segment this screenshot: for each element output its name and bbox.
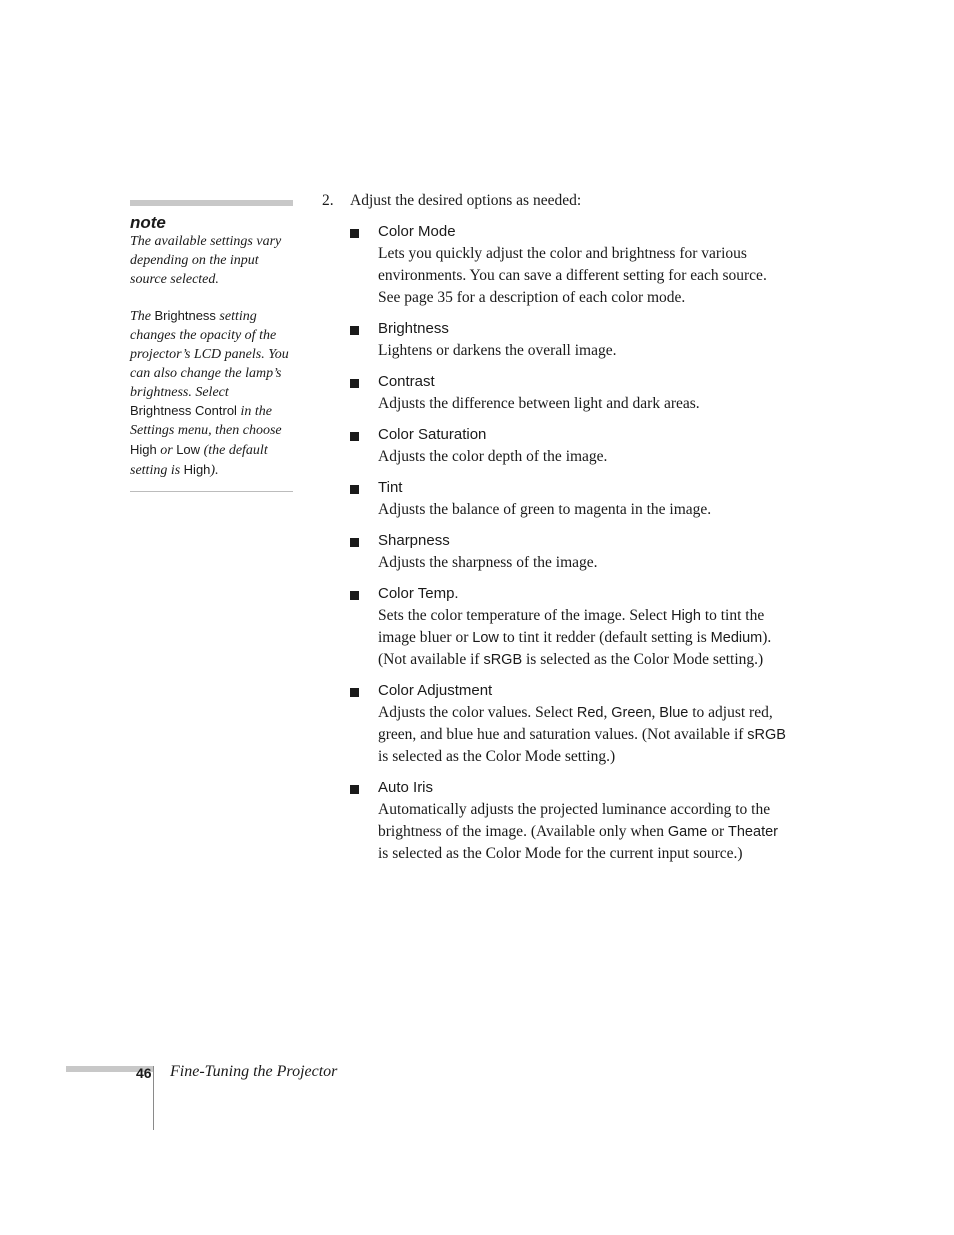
- option-title: Brightness: [378, 320, 449, 337]
- bullet-icon: [350, 785, 359, 794]
- option-color-saturation: [322, 424, 792, 468]
- option-title: Color Temp.: [378, 585, 459, 602]
- option-sharpness: [322, 530, 792, 574]
- ui-term-blue: Blue: [659, 705, 689, 721]
- ui-term-high: High: [671, 608, 701, 624]
- note-bottom-rule: [130, 491, 293, 492]
- ui-term-game: Game: [667, 824, 708, 840]
- option-description: Adjusts the color depth of the image.: [378, 448, 608, 465]
- option-title: Color Saturation: [378, 426, 487, 443]
- note-text: in the Settings menu, then choose: [130, 404, 282, 439]
- option-title: Color Adjustment: [378, 682, 493, 699]
- ui-term-green: Green: [611, 705, 652, 721]
- option-color-temp: [322, 583, 792, 671]
- ui-term-srgb: sRGB: [747, 727, 786, 743]
- bullet-icon: [350, 326, 359, 335]
- footer-divider: [153, 1066, 154, 1130]
- ui-term-high: High: [130, 441, 157, 457]
- ui-term-low: Low: [176, 441, 201, 457]
- note-top-rule: [130, 200, 293, 206]
- ui-term-high: High: [183, 461, 211, 477]
- bullet-icon: [350, 379, 359, 388]
- bullet-icon: [350, 591, 359, 600]
- note-sidebar: [130, 200, 293, 492]
- option-title: Auto Iris: [378, 779, 434, 796]
- desc-text: is selected as the Color Mode setting.): [526, 651, 764, 668]
- ui-term-brightness: Brightness: [154, 308, 216, 324]
- separator: ,: [603, 704, 608, 721]
- note-text: (the default setting is: [130, 442, 268, 478]
- ui-term-theater: Theater: [728, 824, 778, 840]
- note-paragraph-1: The available settings vary depending on the input source selected.: [130, 234, 282, 287]
- note-text: The: [130, 309, 151, 325]
- option-description: Adjusts the balance of green to magenta in the image.: [378, 501, 712, 518]
- option-color-mode: [322, 221, 792, 309]
- ui-term-srgb: sRGB: [483, 652, 523, 668]
- bullet-icon: [350, 538, 359, 547]
- bullet-icon: [350, 688, 359, 697]
- option-description: [378, 799, 792, 865]
- option-description: [378, 702, 792, 768]
- ui-term-brightness-control: Brightness Control: [130, 403, 237, 419]
- option-color-adjustment: [322, 680, 792, 768]
- main-content: [322, 190, 792, 874]
- option-description: Adjusts the sharpness of the image.: [378, 554, 598, 571]
- option-title: Tint: [378, 479, 403, 496]
- note-paragraph-2: [130, 307, 293, 480]
- option-contrast: [322, 371, 792, 415]
- option-auto-iris: [322, 777, 792, 865]
- desc-text: Adjusts the color values. Select: [378, 704, 573, 721]
- bullet-icon: [350, 432, 359, 441]
- option-tint: [322, 477, 792, 521]
- desc-text: ). (Not available if: [378, 629, 772, 668]
- option-description: Lightens or darkens the overall image.: [378, 342, 617, 359]
- note-text: ).: [210, 462, 219, 478]
- step-number: 2.: [322, 192, 334, 209]
- ui-term-red: Red: [576, 705, 604, 721]
- option-description: Lets you quickly adjust the color and brightness for various environments. You can save a different setting for each source. See page 35 for a description of each color mode.: [378, 245, 767, 306]
- step-item: [322, 190, 792, 212]
- option-title: Sharpness: [378, 532, 450, 549]
- options-list: [322, 221, 792, 865]
- desc-text: Sets the color temperature of the image. Select: [378, 607, 668, 624]
- bullet-icon: [350, 485, 359, 494]
- desc-text: or: [711, 823, 725, 840]
- option-title: Contrast: [378, 373, 435, 390]
- step-text: Adjust the desired options as needed:: [350, 192, 582, 209]
- note-heading: note: [130, 213, 166, 232]
- desc-text: is selected as the Color Mode for the current input source.): [378, 845, 743, 862]
- desc-text: to tint it redder (default setting is: [502, 629, 707, 646]
- desc-text: is selected as the Color Mode setting.): [378, 748, 616, 765]
- note-text: setting changes the opacity of the projector’s LCD panels. You can also change the lamp’s brightness. Select: [130, 309, 289, 400]
- ui-term-medium: Medium: [710, 630, 763, 646]
- desc-text: Automatically adjusts the projected luminance according to the brightness of the image. (Available only when: [378, 801, 771, 840]
- bullet-icon: [350, 229, 359, 238]
- note-text: or: [160, 442, 173, 458]
- option-title: Color Mode: [378, 223, 456, 240]
- separator: ,: [651, 704, 656, 721]
- chapter-title: Fine-Tuning the Projector: [170, 1063, 338, 1080]
- page-number: 46: [136, 1065, 152, 1081]
- option-brightness: [322, 318, 792, 362]
- desc-text: to adjust red, green, and blue hue and saturation values. (Not available if: [378, 704, 773, 743]
- ui-term-low: Low: [472, 630, 499, 646]
- option-description: [378, 605, 792, 671]
- option-description: Adjusts the difference between light and dark areas.: [378, 395, 700, 412]
- desc-text: to tint the image bluer or: [378, 607, 765, 646]
